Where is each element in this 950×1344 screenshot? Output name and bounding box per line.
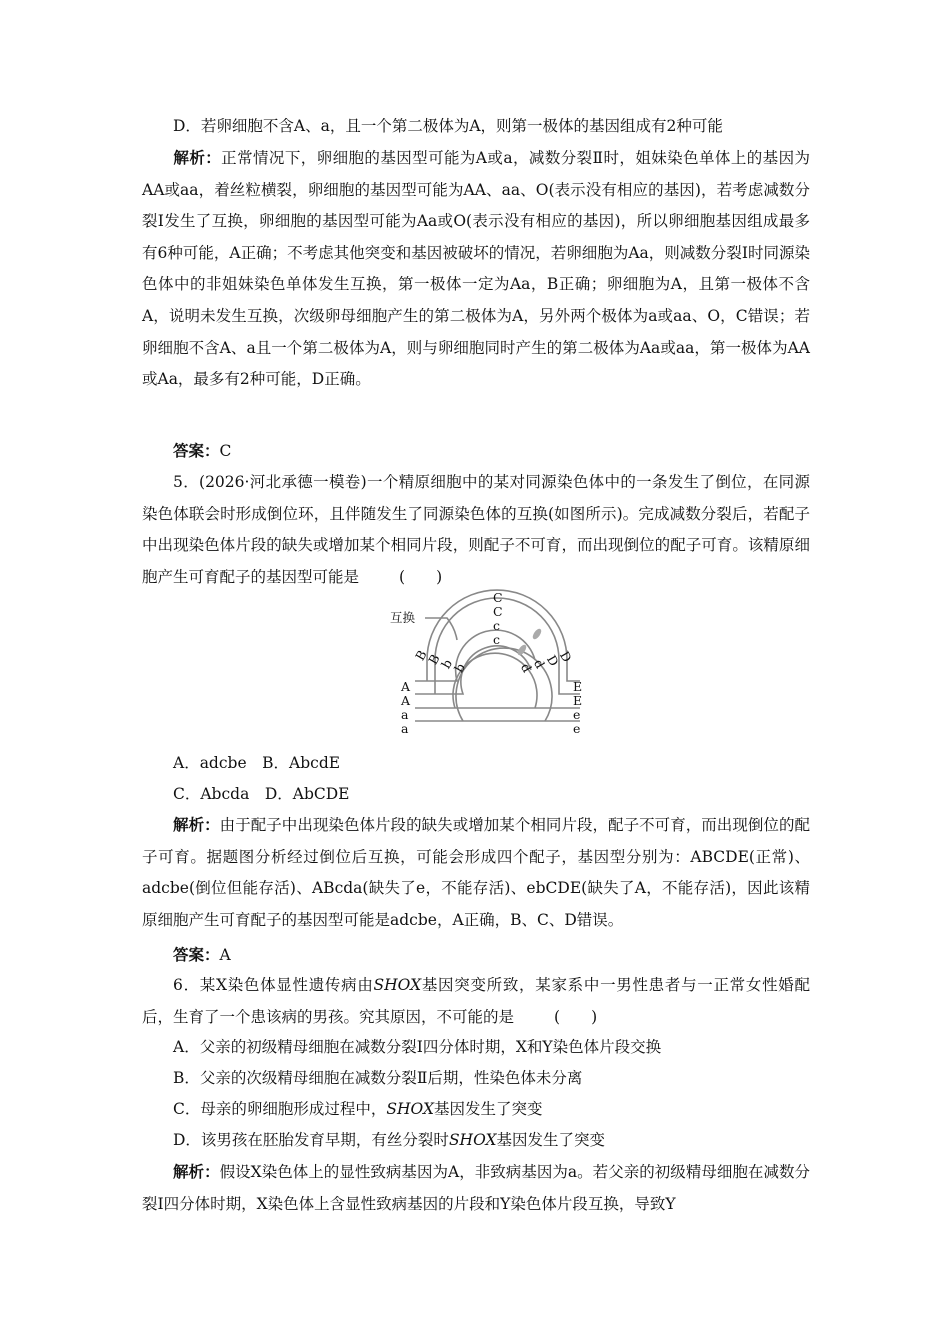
gene-label-end-right-4: e bbox=[573, 721, 581, 736]
question-5-text: 5．(2026·河北承德一模卷)一个精原细胞中的某对同源染色体中的一条发生了倒位，在同源染色体联会时形成倒位环，且伴随发生了同源染色体的互换(如图所示)。完成减数分裂后，若配子中出现染色体片段的缺失或增加某个相同片段，则配子不可育，而出现倒位的配子可育。该精原细胞产生可育配子的基因型可能是 bbox=[142, 473, 810, 586]
gene-label-right-4: d bbox=[517, 660, 535, 675]
loop-inner-1 bbox=[453, 653, 537, 708]
gene-label-top-2: C bbox=[493, 604, 503, 619]
question-5-options-cd: C．Abcda D．AbCDE bbox=[173, 785, 350, 803]
gene-label-end-right-2: E bbox=[573, 693, 583, 708]
gene-label-end-right-3: e bbox=[573, 707, 581, 722]
gene-label-end-left-4: a bbox=[401, 721, 409, 736]
inversion-loop-figure bbox=[385, 588, 595, 740]
gene-label-left-2: B bbox=[425, 651, 443, 667]
answer-q4 bbox=[173, 439, 231, 463]
question-6-option-a: A．父亲的初级精母细胞在减数分裂Ⅰ四分体时期，X和Y染色体片段交换 bbox=[173, 1038, 662, 1056]
gene-name: SHOX bbox=[373, 976, 422, 994]
question-5-options-ab: A．adcbe B．AbcdE bbox=[173, 754, 341, 772]
question-5-blank: ( ) bbox=[399, 567, 443, 586]
question-6-text-post: 基因突变所致，某家系中一男性患者与一正常女性婚配后，生育了一个患该病的男孩。究其原因，不可能的是 bbox=[142, 976, 810, 1026]
analysis-label: 解析： bbox=[173, 148, 222, 167]
analysis-label: 解析： bbox=[173, 1162, 220, 1181]
analysis-text: 假设X染色体上的显性致病基因为A，非致病基因为a。若父亲的初级精母细胞在减数分裂Ⅰ四分体时期，X染色体上含显性致病基因的片段和Y染色体片段互换，导致Y bbox=[142, 1163, 810, 1213]
analysis-q4 bbox=[142, 142, 810, 396]
analysis-text: 正常情况下，卵细胞的基因型可能为A或a，减数分裂Ⅱ时，姐妹染色单体上的基因为AA或aa，着丝粒横裂，卵细胞的基因型可能为AA、aa、O(表示没有相应的基因)，若考虑减数分裂Ⅰ发生了互换，卵细胞的基因型可能为Aa或O(表示没有相应的基因)，所以卵细胞基因组成最多有6种可能，A正确；不考虑其他突变和基因被破坏的情况，若卵细胞为Aa，则减数分裂Ⅰ时同源染色体中的非姐妹染色单体发生互换，第一极体一定为Aa，B正确；卵细胞为A，且第一极体不含A，说明未发生互换，次级卵母细胞产生的第二极体为A，另外两个极体为a或aa、O，C错误；若卵细胞不含A、a且一个第二极体为A，则与卵细胞同时产生的第二极体为Aa或aa，第一极体为AA或Aa，最多有2种可能，D正确。 bbox=[142, 149, 810, 389]
gene-label-top-4: c bbox=[493, 632, 501, 647]
question-6-blank: ( ) bbox=[554, 1007, 598, 1026]
gene-label-end-left-3: a bbox=[401, 707, 409, 722]
answer-value: C bbox=[219, 442, 232, 460]
loop-inner-2 bbox=[456, 648, 552, 721]
question-6-option-d bbox=[173, 1128, 605, 1152]
gene-label-end-left-1: A bbox=[401, 679, 411, 694]
gene-label-right-1: D bbox=[556, 648, 575, 665]
gene-label-right-2: D bbox=[543, 652, 562, 669]
gene-label-left-4: b bbox=[451, 660, 469, 675]
exchange-pointer-line bbox=[425, 618, 457, 640]
analysis-q6 bbox=[142, 1156, 810, 1220]
inversion-loop-diagram bbox=[385, 588, 595, 740]
option-d-text-post: 基因发生了突变 bbox=[496, 1131, 606, 1149]
answer-label: 答案： bbox=[173, 945, 220, 964]
question-6-option-c bbox=[173, 1097, 543, 1121]
gene-label-end-left-2: A bbox=[401, 693, 411, 708]
exchange-label: 互换 bbox=[390, 610, 416, 625]
gene-label-end-right-1: E bbox=[573, 679, 583, 694]
option-d-previous: D．若卵细胞不含A、a，且一个第二极体为A，则第一极体的基因组成有2种可能 bbox=[173, 117, 723, 135]
answer-value: A bbox=[219, 946, 231, 964]
question-6 bbox=[142, 970, 810, 1033]
gene-name: SHOX bbox=[448, 1131, 497, 1149]
option-c-text-pre: C．母亲的卵细胞形成过程中， bbox=[173, 1100, 387, 1118]
option-d-text-pre: D．该男孩在胚胎发育早期，有丝分裂时 bbox=[173, 1131, 449, 1149]
analysis-q5 bbox=[142, 809, 810, 936]
option-c-text-post: 基因发生了突变 bbox=[433, 1100, 543, 1118]
gene-label-left-1: B bbox=[412, 647, 430, 663]
gene-label-top-3: c bbox=[493, 618, 501, 633]
centromere-1 bbox=[531, 627, 543, 640]
question-5 bbox=[142, 467, 810, 593]
gene-label-left-3: b bbox=[438, 656, 456, 671]
gene-name: SHOX bbox=[386, 1100, 434, 1118]
question-6-option-b: B．父亲的次级精母细胞在减数分裂Ⅱ后期，性染色体未分离 bbox=[173, 1069, 583, 1087]
analysis-text: 由于配子中出现染色体片段的缺失或增加某个相同片段，配子不可育，而出现倒位的配子可育。据题图分析经过倒位后互换，可能会形成四个配子，基因型分别为：ABCDE(正常)、adcbe(倒位但能存活)、ABcda(缺失了e，不能存活)、ebCDE(缺失了A，不能存活)，因此该精原细胞产生可育配子的基因型可能是adcbe，A正确，B、C、D错误。 bbox=[142, 816, 810, 929]
answer-label: 答案： bbox=[173, 441, 220, 460]
question-6-text-pre: 6．某X染色体显性遗传病由 bbox=[173, 976, 374, 994]
gene-label-top-1: C bbox=[493, 590, 503, 605]
analysis-label: 解析： bbox=[173, 815, 220, 834]
answer-q5 bbox=[173, 943, 231, 967]
gene-label-right-3: d bbox=[530, 656, 548, 671]
